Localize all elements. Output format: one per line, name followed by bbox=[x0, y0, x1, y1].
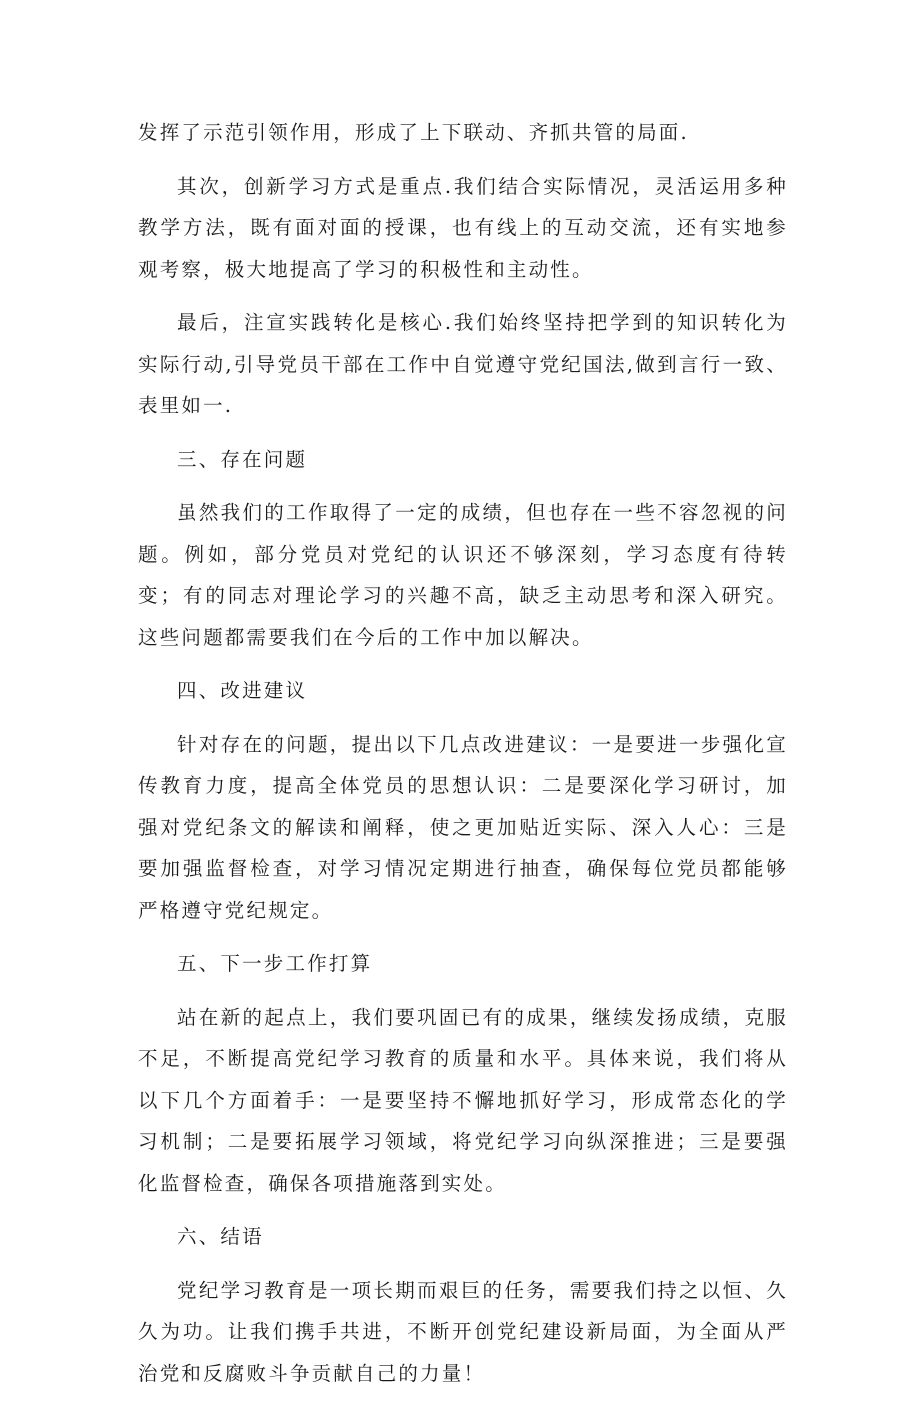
paragraph-practice-transformation: 最后，注宣实践转化是核心.我们始终坚持把学到的知识转化为实际行动,引导党员干部在工作中自觉遵守党纪国法,做到言行一致、表里如一. bbox=[138, 311, 788, 417]
paragraph-conclusion: 党纪学习教育是一项长期而艰巨的任务，需要我们持之以恒、久久为功。让我们携手共进，不断开创党纪建设新局面，为全面从严治党和反腐败斗争贡献自己的力量！ bbox=[138, 1278, 788, 1385]
section-heading-conclusion: 六、结语 bbox=[177, 1225, 264, 1248]
paragraph-suggestions: 针对存在的问题，提出以下几点改进建议：一是要进一步强化宣传教育力度，提高全体党员的思想认识：二是要深化学习研讨，加强对党纪条文的解读和阐释，使之更加贴近实际、深入人心：三是要加强监督检查，对学习情况定期进行抽查，确保每位党员都能够严格遵守党纪规定。 bbox=[138, 732, 788, 922]
paragraph-continuation: 发挥了示范引领作用，形成了上下联动、齐抓共管的局面. bbox=[138, 121, 689, 144]
section-heading-next-steps: 五、下一步工作打算 bbox=[177, 952, 373, 975]
paragraph-learning-methods: 其次，创新学习方式是重点.我们结合实际情况，灵活运用多种教学方法，既有面对面的授课，也有线上的互动交流，还有实地参观考察，极大地提高了学习的积极性和主动性。 bbox=[138, 174, 788, 281]
paragraph-next-steps: 站在新的起点上，我们要巩固已有的成果，继续发扬成绩，克服不足，不断提高党纪学习教育的质量和水平。具体来说，我们将从以下几个方面着手：一是要坚持不懈地抓好学习，形成常态化的学习机制；二是要拓展学习领域，将党纪学习向纵深推进；三是要强化监督检查，确保各项措施落到实处。 bbox=[138, 1005, 788, 1195]
paragraph-problems: 虽然我们的工作取得了一定的成绩，但也存在一些不容忽视的问题。例如，部分党员对党纪的认识还不够深刻，学习态度有待转变；有的同志对理论学习的兴趣不高，缺乏主动思考和深入研究。这些问题都需要我们在今后的工作中加以解决。 bbox=[138, 501, 788, 649]
document-body bbox=[138, 112, 788, 1406]
section-heading-suggestions: 四、改进建议 bbox=[177, 679, 308, 702]
section-heading-problems: 三、存在问题 bbox=[177, 447, 308, 471]
